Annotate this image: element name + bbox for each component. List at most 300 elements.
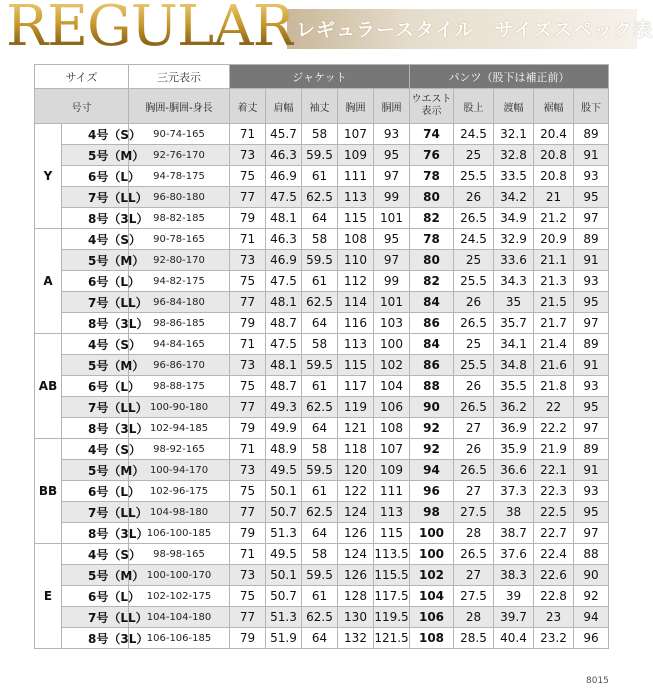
chest-cell: 126 bbox=[338, 565, 374, 586]
waist-display-cell: 96 bbox=[410, 481, 454, 502]
thigh-cell: 38.3 bbox=[494, 565, 534, 586]
body-type-label: E bbox=[35, 544, 62, 649]
jacket-length-cell: 75 bbox=[230, 376, 266, 397]
chest-cell: 128 bbox=[338, 586, 374, 607]
rise-cell: 26.5 bbox=[454, 313, 494, 334]
subheader-waist-display bbox=[410, 89, 454, 124]
waist-girth-cell: 119.5 bbox=[374, 607, 410, 628]
shoulder-cell: 50.7 bbox=[266, 586, 302, 607]
trio-cell: 106-106-185 bbox=[129, 628, 230, 649]
shoulder-cell: 50.1 bbox=[266, 565, 302, 586]
trio-cell: 92-76-170 bbox=[129, 145, 230, 166]
rise-cell: 24.5 bbox=[454, 229, 494, 250]
rise-cell: 25 bbox=[454, 334, 494, 355]
waist-display-cell: 80 bbox=[410, 187, 454, 208]
inseam-cell: 97 bbox=[574, 313, 609, 334]
waist-display-cell: 92 bbox=[410, 418, 454, 439]
trio-cell: 106-100-185 bbox=[129, 523, 230, 544]
trio-cell: 98-82-185 bbox=[129, 208, 230, 229]
jacket-length-cell: 79 bbox=[230, 523, 266, 544]
size-cell: 7号（LL） bbox=[62, 397, 129, 418]
table-row bbox=[35, 628, 609, 649]
table-row bbox=[35, 292, 609, 313]
chest-cell: 108 bbox=[338, 229, 374, 250]
rise-cell: 26 bbox=[454, 292, 494, 313]
size-cell: 6号（L） bbox=[62, 481, 129, 502]
rise-cell: 26 bbox=[454, 187, 494, 208]
chest-cell: 119 bbox=[338, 397, 374, 418]
hem-cell: 22.8 bbox=[534, 586, 574, 607]
waist-display-cell: 78 bbox=[410, 229, 454, 250]
rise-cell: 27.5 bbox=[454, 502, 494, 523]
subheader-chest: 胸囲 bbox=[338, 89, 374, 124]
shoulder-cell: 49.3 bbox=[266, 397, 302, 418]
waist-display-cell: 84 bbox=[410, 334, 454, 355]
waist-girth-cell: 102 bbox=[374, 355, 410, 376]
hem-cell: 22.2 bbox=[534, 418, 574, 439]
subheader-hem: 裾幅 bbox=[534, 89, 574, 124]
rise-cell: 26.5 bbox=[454, 208, 494, 229]
thigh-cell: 33.5 bbox=[494, 166, 534, 187]
waist-display-cell: 88 bbox=[410, 376, 454, 397]
shoulder-cell: 51.3 bbox=[266, 523, 302, 544]
thigh-cell: 37.3 bbox=[494, 481, 534, 502]
waist-girth-cell: 93 bbox=[374, 124, 410, 145]
table-row bbox=[35, 502, 609, 523]
subheader-rise: 股上 bbox=[454, 89, 494, 124]
thigh-cell: 35.9 bbox=[494, 439, 534, 460]
shoulder-cell: 46.9 bbox=[266, 166, 302, 187]
shoulder-cell: 49.9 bbox=[266, 418, 302, 439]
trio-cell: 92-80-170 bbox=[129, 250, 230, 271]
hem-cell: 21.7 bbox=[534, 313, 574, 334]
waist-girth-cell: 99 bbox=[374, 271, 410, 292]
inseam-cell: 97 bbox=[574, 418, 609, 439]
size-cell: 4号（S） bbox=[62, 229, 129, 250]
hem-cell: 22.1 bbox=[534, 460, 574, 481]
waist-girth-cell: 104 bbox=[374, 376, 410, 397]
trio-cell: 100-100-170 bbox=[129, 565, 230, 586]
sleeve-cell: 61 bbox=[302, 166, 338, 187]
thigh-cell: 35.5 bbox=[494, 376, 534, 397]
chest-cell: 115 bbox=[338, 208, 374, 229]
shoulder-cell: 48.7 bbox=[266, 376, 302, 397]
sleeve-cell: 64 bbox=[302, 418, 338, 439]
hem-cell: 22.7 bbox=[534, 523, 574, 544]
thigh-cell: 34.1 bbox=[494, 334, 534, 355]
rise-cell: 28 bbox=[454, 607, 494, 628]
thigh-cell: 34.2 bbox=[494, 187, 534, 208]
thigh-cell: 34.8 bbox=[494, 355, 534, 376]
waist-display-cell: 108 bbox=[410, 628, 454, 649]
size-cell: 7号（LL） bbox=[62, 292, 129, 313]
jacket-length-cell: 77 bbox=[230, 187, 266, 208]
size-cell: 4号（S） bbox=[62, 334, 129, 355]
shoulder-cell: 47.5 bbox=[266, 187, 302, 208]
shoulder-cell: 48.1 bbox=[266, 208, 302, 229]
thigh-cell: 36.2 bbox=[494, 397, 534, 418]
hem-cell: 22.4 bbox=[534, 544, 574, 565]
trio-cell: 98-88-175 bbox=[129, 376, 230, 397]
table-row bbox=[35, 523, 609, 544]
waist-label-line1: ウエスト bbox=[411, 94, 452, 105]
chest-cell: 113 bbox=[338, 334, 374, 355]
waist-display-cell: 100 bbox=[410, 544, 454, 565]
rise-cell: 27 bbox=[454, 418, 494, 439]
waist-girth-cell: 115 bbox=[374, 523, 410, 544]
subheader-inseam: 股下 bbox=[574, 89, 609, 124]
hem-cell: 23.2 bbox=[534, 628, 574, 649]
table-row bbox=[35, 124, 609, 145]
waist-display-cell: 86 bbox=[410, 313, 454, 334]
body-type-label: BB bbox=[35, 439, 62, 544]
table-row bbox=[35, 271, 609, 292]
inseam-cell: 88 bbox=[574, 544, 609, 565]
thigh-cell: 35.7 bbox=[494, 313, 534, 334]
inseam-cell: 95 bbox=[574, 187, 609, 208]
inseam-cell: 93 bbox=[574, 166, 609, 187]
hem-cell: 20.8 bbox=[534, 166, 574, 187]
waist-girth-cell: 108 bbox=[374, 418, 410, 439]
thigh-cell: 32.9 bbox=[494, 229, 534, 250]
inseam-cell: 89 bbox=[574, 439, 609, 460]
chest-cell: 117 bbox=[338, 376, 374, 397]
subheader-size: 号寸 bbox=[35, 89, 129, 124]
thigh-cell: 37.6 bbox=[494, 544, 534, 565]
table-row bbox=[35, 187, 609, 208]
jacket-length-cell: 75 bbox=[230, 586, 266, 607]
waist-girth-cell: 95 bbox=[374, 145, 410, 166]
chest-cell: 122 bbox=[338, 481, 374, 502]
thigh-cell: 36.6 bbox=[494, 460, 534, 481]
trio-cell: 98-98-165 bbox=[129, 544, 230, 565]
table-row bbox=[35, 334, 609, 355]
waist-girth-cell: 101 bbox=[374, 292, 410, 313]
rise-cell: 25.5 bbox=[454, 166, 494, 187]
jacket-length-cell: 71 bbox=[230, 229, 266, 250]
chest-cell: 113 bbox=[338, 187, 374, 208]
waist-display-cell: 78 bbox=[410, 166, 454, 187]
jacket-length-cell: 71 bbox=[230, 439, 266, 460]
jacket-length-cell: 73 bbox=[230, 460, 266, 481]
size-spec-table bbox=[34, 64, 609, 649]
rise-cell: 24.5 bbox=[454, 124, 494, 145]
chest-cell: 120 bbox=[338, 460, 374, 481]
waist-girth-cell: 97 bbox=[374, 250, 410, 271]
hem-cell: 20.4 bbox=[534, 124, 574, 145]
thigh-cell: 39.7 bbox=[494, 607, 534, 628]
jacket-length-cell: 79 bbox=[230, 208, 266, 229]
inseam-cell: 95 bbox=[574, 292, 609, 313]
rise-cell: 25 bbox=[454, 250, 494, 271]
shoulder-cell: 46.9 bbox=[266, 250, 302, 271]
waist-display-cell: 94 bbox=[410, 460, 454, 481]
chest-cell: 115 bbox=[338, 355, 374, 376]
body-type-label: AB bbox=[35, 334, 62, 439]
waist-display-cell: 104 bbox=[410, 586, 454, 607]
size-cell: 5号（M） bbox=[62, 250, 129, 271]
hem-cell: 21.3 bbox=[534, 271, 574, 292]
thigh-cell: 33.6 bbox=[494, 250, 534, 271]
table-row bbox=[35, 607, 609, 628]
inseam-cell: 91 bbox=[574, 355, 609, 376]
jacket-length-cell: 75 bbox=[230, 271, 266, 292]
table-row bbox=[35, 145, 609, 166]
shoulder-cell: 48.7 bbox=[266, 313, 302, 334]
body-type-label: A bbox=[35, 229, 62, 334]
waist-girth-cell: 111 bbox=[374, 481, 410, 502]
shoulder-cell: 48.1 bbox=[266, 292, 302, 313]
rise-cell: 27.5 bbox=[454, 586, 494, 607]
table-row bbox=[35, 166, 609, 187]
inseam-cell: 95 bbox=[574, 502, 609, 523]
sleeve-cell: 58 bbox=[302, 229, 338, 250]
rise-cell: 25.5 bbox=[454, 271, 494, 292]
sleeve-cell: 59.5 bbox=[302, 145, 338, 166]
table-row bbox=[35, 229, 609, 250]
thigh-cell: 38.7 bbox=[494, 523, 534, 544]
trio-cell: 90-74-165 bbox=[129, 124, 230, 145]
hem-cell: 21.2 bbox=[534, 208, 574, 229]
table-row bbox=[35, 355, 609, 376]
thigh-cell: 32.8 bbox=[494, 145, 534, 166]
waist-girth-cell: 113 bbox=[374, 502, 410, 523]
trio-cell: 102-102-175 bbox=[129, 586, 230, 607]
table-row bbox=[35, 460, 609, 481]
hem-cell: 22.6 bbox=[534, 565, 574, 586]
jacket-length-cell: 77 bbox=[230, 397, 266, 418]
inseam-cell: 97 bbox=[574, 208, 609, 229]
size-cell: 7号（LL） bbox=[62, 502, 129, 523]
table-row bbox=[35, 418, 609, 439]
size-cell: 8号（3L） bbox=[62, 313, 129, 334]
waist-girth-cell: 100 bbox=[374, 334, 410, 355]
sleeve-cell: 62.5 bbox=[302, 397, 338, 418]
jacket-length-cell: 79 bbox=[230, 418, 266, 439]
hem-cell: 20.8 bbox=[534, 145, 574, 166]
waist-display-cell: 102 bbox=[410, 565, 454, 586]
inseam-cell: 93 bbox=[574, 481, 609, 502]
thigh-cell: 39 bbox=[494, 586, 534, 607]
table-row bbox=[35, 544, 609, 565]
subheader-waist-girth: 胴囲 bbox=[374, 89, 410, 124]
trio-cell: 100-90-180 bbox=[129, 397, 230, 418]
waist-display-cell: 80 bbox=[410, 250, 454, 271]
jacket-length-cell: 79 bbox=[230, 313, 266, 334]
shoulder-cell: 48.9 bbox=[266, 439, 302, 460]
thigh-cell: 34.9 bbox=[494, 208, 534, 229]
subheader-thigh: 渡幅 bbox=[494, 89, 534, 124]
shoulder-cell: 49.5 bbox=[266, 460, 302, 481]
table-row bbox=[35, 250, 609, 271]
sleeve-cell: 61 bbox=[302, 481, 338, 502]
waist-girth-cell: 107 bbox=[374, 439, 410, 460]
rise-cell: 28 bbox=[454, 523, 494, 544]
shoulder-cell: 46.3 bbox=[266, 229, 302, 250]
chest-cell: 110 bbox=[338, 250, 374, 271]
header-pants: パンツ（股下は補正前） bbox=[410, 65, 609, 89]
subheader-shoulder: 肩幅 bbox=[266, 89, 302, 124]
size-cell: 7号（LL） bbox=[62, 187, 129, 208]
sleeve-cell: 59.5 bbox=[302, 250, 338, 271]
inseam-cell: 95 bbox=[574, 397, 609, 418]
sleeve-cell: 58 bbox=[302, 334, 338, 355]
sleeve-cell: 62.5 bbox=[302, 187, 338, 208]
table-row bbox=[35, 481, 609, 502]
size-cell: 6号（L） bbox=[62, 166, 129, 187]
chest-cell: 111 bbox=[338, 166, 374, 187]
waist-display-cell: 106 bbox=[410, 607, 454, 628]
hem-cell: 21.5 bbox=[534, 292, 574, 313]
chest-cell: 112 bbox=[338, 271, 374, 292]
sleeve-cell: 58 bbox=[302, 439, 338, 460]
sleeve-cell: 58 bbox=[302, 544, 338, 565]
chest-cell: 126 bbox=[338, 523, 374, 544]
subheader-sleeve: 袖丈 bbox=[302, 89, 338, 124]
trio-cell: 96-86-170 bbox=[129, 355, 230, 376]
shoulder-cell: 50.1 bbox=[266, 481, 302, 502]
chest-cell: 124 bbox=[338, 502, 374, 523]
rise-cell: 25 bbox=[454, 145, 494, 166]
waist-girth-cell: 115.5 bbox=[374, 565, 410, 586]
sleeve-cell: 62.5 bbox=[302, 502, 338, 523]
jacket-length-cell: 77 bbox=[230, 502, 266, 523]
waist-girth-cell: 106 bbox=[374, 397, 410, 418]
table-row bbox=[35, 376, 609, 397]
waist-display-cell: 92 bbox=[410, 439, 454, 460]
thigh-cell: 36.9 bbox=[494, 418, 534, 439]
chest-cell: 116 bbox=[338, 313, 374, 334]
size-cell: 7号（LL） bbox=[62, 607, 129, 628]
thigh-cell: 38 bbox=[494, 502, 534, 523]
subheader-trio: 胸囲-胴囲-身長 bbox=[129, 89, 230, 124]
size-cell: 8号（3L） bbox=[62, 208, 129, 229]
waist-display-cell: 76 bbox=[410, 145, 454, 166]
shoulder-cell: 51.3 bbox=[266, 607, 302, 628]
trio-cell: 94-78-175 bbox=[129, 166, 230, 187]
sleeve-cell: 64 bbox=[302, 628, 338, 649]
inseam-cell: 89 bbox=[574, 229, 609, 250]
inseam-cell: 93 bbox=[574, 376, 609, 397]
jacket-length-cell: 79 bbox=[230, 628, 266, 649]
inseam-cell: 91 bbox=[574, 145, 609, 166]
inseam-cell: 92 bbox=[574, 586, 609, 607]
jacket-length-cell: 73 bbox=[230, 565, 266, 586]
trio-cell: 98-92-165 bbox=[129, 439, 230, 460]
trio-cell: 104-98-180 bbox=[129, 502, 230, 523]
sleeve-cell: 64 bbox=[302, 523, 338, 544]
waist-girth-cell: 101 bbox=[374, 208, 410, 229]
inseam-cell: 89 bbox=[574, 124, 609, 145]
hem-cell: 22.5 bbox=[534, 502, 574, 523]
thigh-cell: 34.3 bbox=[494, 271, 534, 292]
trio-cell: 102-94-185 bbox=[129, 418, 230, 439]
waist-label-line2: 表示 bbox=[421, 106, 442, 117]
chest-cell: 124 bbox=[338, 544, 374, 565]
waist-girth-cell: 113.5 bbox=[374, 544, 410, 565]
trio-cell: 104-104-180 bbox=[129, 607, 230, 628]
size-cell: 4号（S） bbox=[62, 544, 129, 565]
shoulder-cell: 47.5 bbox=[266, 334, 302, 355]
inseam-cell: 97 bbox=[574, 523, 609, 544]
chest-cell: 130 bbox=[338, 607, 374, 628]
rise-cell: 26.5 bbox=[454, 544, 494, 565]
shoulder-cell: 46.3 bbox=[266, 145, 302, 166]
jacket-length-cell: 77 bbox=[230, 292, 266, 313]
header-size: サイズ bbox=[35, 65, 129, 89]
thigh-cell: 32.1 bbox=[494, 124, 534, 145]
sleeve-cell: 61 bbox=[302, 271, 338, 292]
jacket-length-cell: 73 bbox=[230, 250, 266, 271]
sleeve-cell: 62.5 bbox=[302, 292, 338, 313]
shoulder-cell: 48.1 bbox=[266, 355, 302, 376]
waist-girth-cell: 117.5 bbox=[374, 586, 410, 607]
waist-girth-cell: 95 bbox=[374, 229, 410, 250]
waist-display-cell: 82 bbox=[410, 208, 454, 229]
trio-cell: 96-84-180 bbox=[129, 292, 230, 313]
waist-display-cell: 74 bbox=[410, 124, 454, 145]
chest-cell: 107 bbox=[338, 124, 374, 145]
inseam-cell: 94 bbox=[574, 607, 609, 628]
trio-cell: 98-86-185 bbox=[129, 313, 230, 334]
size-cell: 8号（3L） bbox=[62, 628, 129, 649]
shoulder-cell: 47.5 bbox=[266, 271, 302, 292]
table-row bbox=[35, 313, 609, 334]
waist-display-cell: 84 bbox=[410, 292, 454, 313]
sleeve-cell: 58 bbox=[302, 124, 338, 145]
inseam-cell: 96 bbox=[574, 628, 609, 649]
trio-cell: 100-94-170 bbox=[129, 460, 230, 481]
sleeve-cell: 61 bbox=[302, 376, 338, 397]
chest-cell: 121 bbox=[338, 418, 374, 439]
header-jacket: ジャケット bbox=[230, 65, 410, 89]
page-subtitle: レギュラースタイル サイズスペック表 bbox=[296, 19, 653, 41]
size-cell: 6号（L） bbox=[62, 586, 129, 607]
jacket-length-cell: 75 bbox=[230, 166, 266, 187]
waist-girth-cell: 99 bbox=[374, 187, 410, 208]
waist-display-cell: 90 bbox=[410, 397, 454, 418]
hem-cell: 21.9 bbox=[534, 439, 574, 460]
logo-regular: REGULAR bbox=[6, 0, 294, 60]
inseam-cell: 91 bbox=[574, 250, 609, 271]
rise-cell: 26.5 bbox=[454, 460, 494, 481]
chest-cell: 114 bbox=[338, 292, 374, 313]
jacket-length-cell: 77 bbox=[230, 607, 266, 628]
thigh-cell: 40.4 bbox=[494, 628, 534, 649]
size-cell: 8号（3L） bbox=[62, 418, 129, 439]
hem-cell: 22.3 bbox=[534, 481, 574, 502]
hem-cell: 21.1 bbox=[534, 250, 574, 271]
chest-cell: 118 bbox=[338, 439, 374, 460]
table-row bbox=[35, 439, 609, 460]
inseam-cell: 90 bbox=[574, 565, 609, 586]
rise-cell: 27 bbox=[454, 481, 494, 502]
rise-cell: 26 bbox=[454, 439, 494, 460]
jacket-length-cell: 75 bbox=[230, 481, 266, 502]
hem-cell: 22 bbox=[534, 397, 574, 418]
size-cell: 5号（M） bbox=[62, 145, 129, 166]
inseam-cell: 91 bbox=[574, 460, 609, 481]
size-cell: 5号（M） bbox=[62, 565, 129, 586]
sleeve-cell: 61 bbox=[302, 586, 338, 607]
size-cell: 5号（M） bbox=[62, 355, 129, 376]
sleeve-cell: 59.5 bbox=[302, 460, 338, 481]
sleeve-cell: 59.5 bbox=[302, 565, 338, 586]
size-cell: 6号（L） bbox=[62, 271, 129, 292]
waist-girth-cell: 121.5 bbox=[374, 628, 410, 649]
size-cell: 4号（S） bbox=[62, 439, 129, 460]
trio-cell: 94-84-165 bbox=[129, 334, 230, 355]
